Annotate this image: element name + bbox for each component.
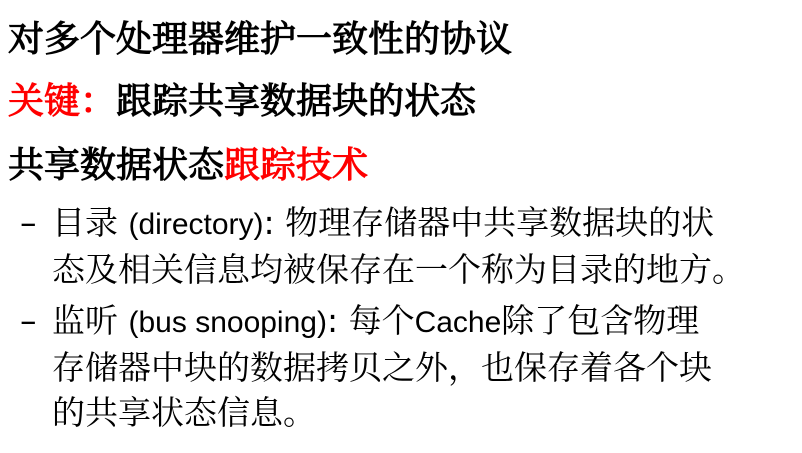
bullet-snooping-line-2: 存储器中块的数据拷贝之外，也保存着各个块	[52, 348, 712, 387]
tech-highlight: 跟踪技术	[224, 145, 369, 186]
bullet-directory	[20, 200, 802, 292]
bullet-snooping-line-1	[20, 298, 802, 345]
snooping-term-en: (bus snooping)	[128, 306, 327, 339]
directory-term: 目录	[52, 203, 118, 242]
snooping-desc-1a: : 每个	[326, 301, 415, 340]
bullet-snooping	[20, 298, 802, 435]
key-text: 跟踪共享数据块的状态	[116, 81, 477, 122]
slide-title: 对多个处理器维护一致性的协议	[8, 19, 513, 60]
tech-prefix: 共享数据状态	[8, 145, 225, 186]
cache-word: Cache	[414, 306, 502, 339]
key-label: 关键：	[8, 81, 117, 122]
directory-term-en: (directory)	[128, 208, 264, 241]
snooping-term: 监听	[52, 301, 118, 340]
bullet-directory-line-1	[20, 200, 802, 247]
bullet-dash: –	[20, 301, 37, 340]
snooping-desc-1b: 除了包含物理	[501, 301, 700, 340]
directory-desc-1: : 物理存储器中共享数据块的状	[263, 203, 715, 242]
key-point-line	[8, 80, 476, 124]
bullet-directory-line-2: 态及相关信息均被保存在一个称为目录的地方。	[52, 250, 745, 289]
tracking-technique-line	[8, 144, 368, 188]
bullet-dash: –	[20, 203, 37, 242]
bullet-snooping-line-3: 的共享状态信息。	[52, 393, 316, 432]
